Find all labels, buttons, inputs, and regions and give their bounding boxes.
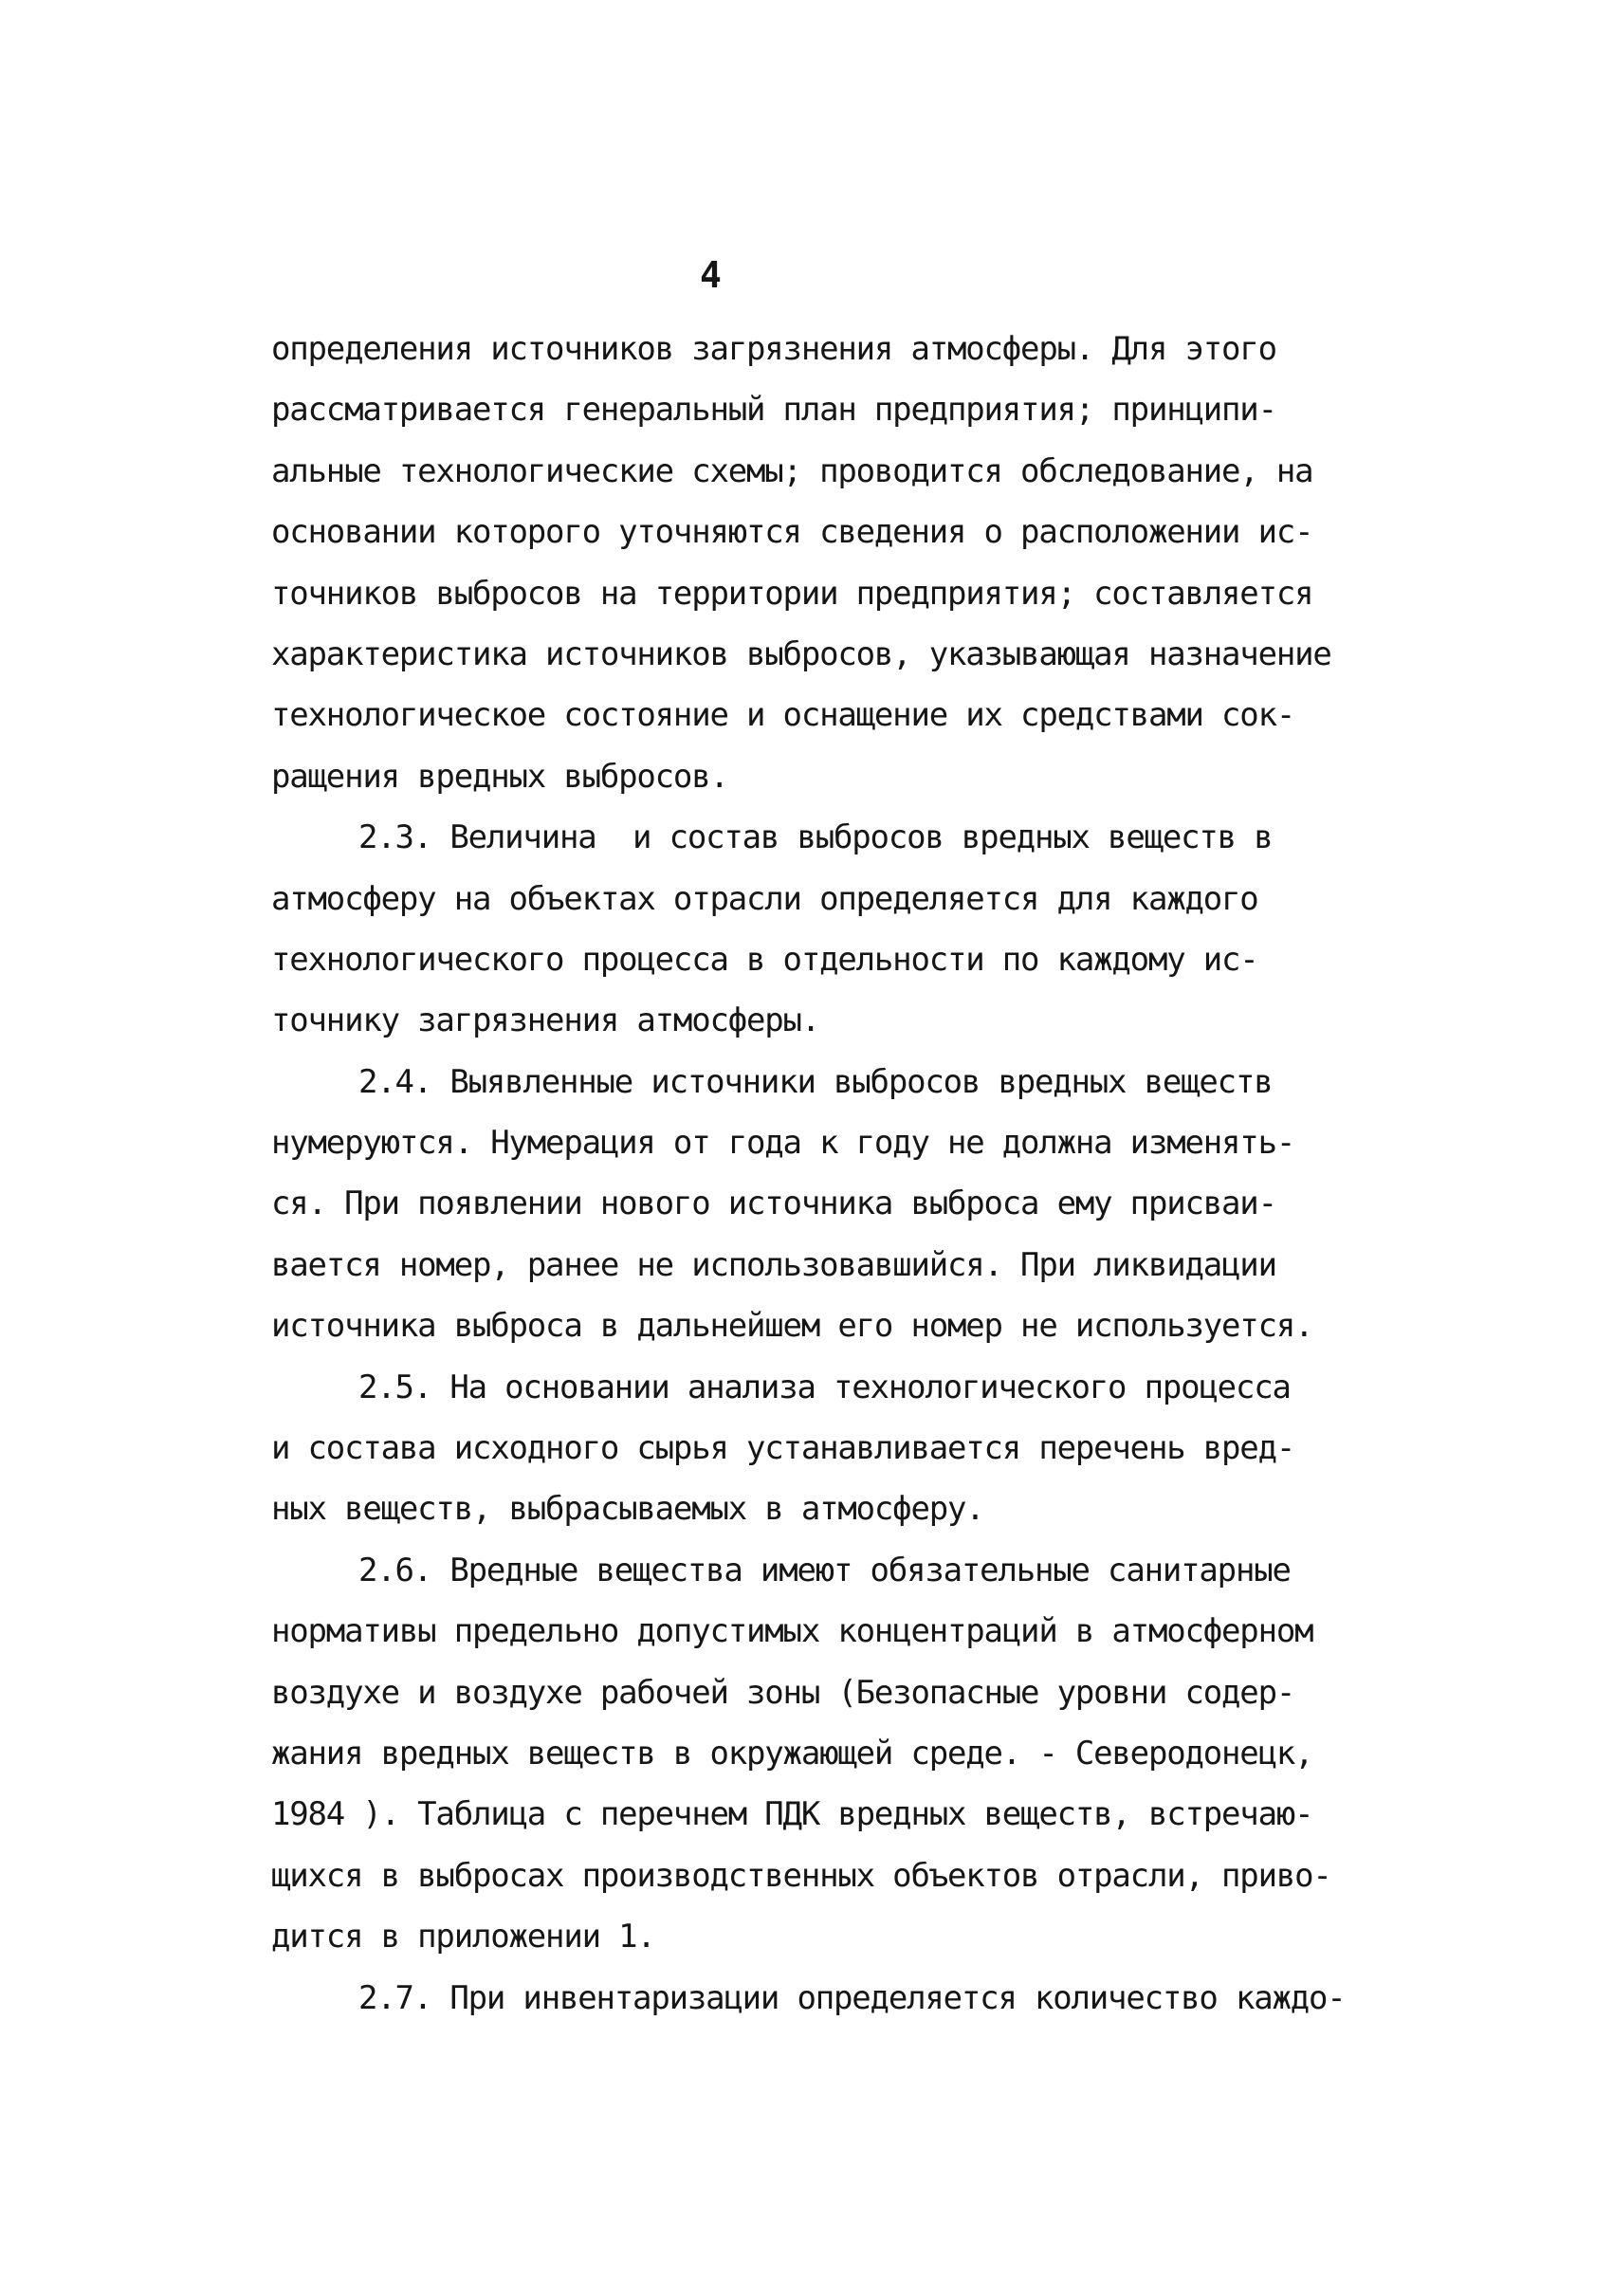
text-line: ращения вредных выбросов. — [271, 757, 728, 796]
paragraph-start-2-6: 2.6. Вредные вещества имеют обязательные санитарные — [358, 1551, 1291, 1589]
paragraph-start-2-7: 2.7. При инвентаризации определяется количество каждо- — [358, 1978, 1346, 2017]
paragraph-start-2-5: 2.5. На основании анализа технологического процесса — [358, 1368, 1291, 1406]
text-line: точников выбросов на территории предприятия; составляется — [271, 574, 1313, 613]
text-line: технологического процесса в отдельности по каждому ис- — [271, 940, 1258, 979]
text-line: 1984 ). Таблица с перечнем ПДК вредных веществ, встречаю- — [271, 1795, 1313, 1834]
text-line: щихся в выбросах производственных объектов отрасли, приво- — [271, 1856, 1331, 1895]
text-line: технологическое состояние и оснащение их средствами сок- — [271, 696, 1295, 735]
text-line: рассматривается генеральный план предприятия; принципи- — [271, 391, 1276, 430]
text-line: дится в приложении 1. — [271, 1918, 655, 1956]
text-line: нумеруются. Нумерация от года к году не должна изменять- — [271, 1124, 1295, 1163]
text-line: точнику загрязнения атмосферы. — [271, 1001, 820, 1040]
text-line: нормативы предельно допустимых концентраций в атмосферном — [271, 1612, 1313, 1651]
text-line: воздухе и воздухе рабочей зоны (Безопасные уровни содер- — [271, 1673, 1295, 1712]
text-line: основании которого уточняются сведения о расположении ис- — [271, 513, 1313, 552]
text-line: ся. При появлении нового источника выброса ему присваи- — [271, 1185, 1276, 1223]
page-number: 4 — [700, 254, 723, 296]
text-line: определения источников загрязнения атмосферы. Для этого — [271, 330, 1276, 368]
text-line: и состава исходного сырья устанавливается перечень вред- — [271, 1429, 1295, 1468]
document-body — [271, 319, 1390, 2029]
text-line: атмосферу на объектах отрасли определяется для каждого — [271, 879, 1258, 918]
paragraph-start-2-3: 2.3. Величина и состав выбросов вредных веществ в — [358, 818, 1273, 857]
paragraph-start-2-4: 2.4. Выявленные источники выбросов вредных веществ — [358, 1062, 1273, 1101]
text-line: ных веществ, выбрасываемых в атмосферу. — [271, 1490, 984, 1529]
text-line: источника выброса в дальнейшем его номер не используется. — [271, 1307, 1313, 1346]
text-line: вается номер, ранее не использовавшийся. При ликвидации — [271, 1245, 1276, 1284]
text-line: жания вредных веществ в окружающей среде. - Северодонецк, — [271, 1734, 1313, 1773]
text-line: альные технологические схемы; проводится обследование, на — [271, 451, 1313, 490]
text-line: характеристика источников выбросов, указывающая назначение — [271, 634, 1331, 673]
